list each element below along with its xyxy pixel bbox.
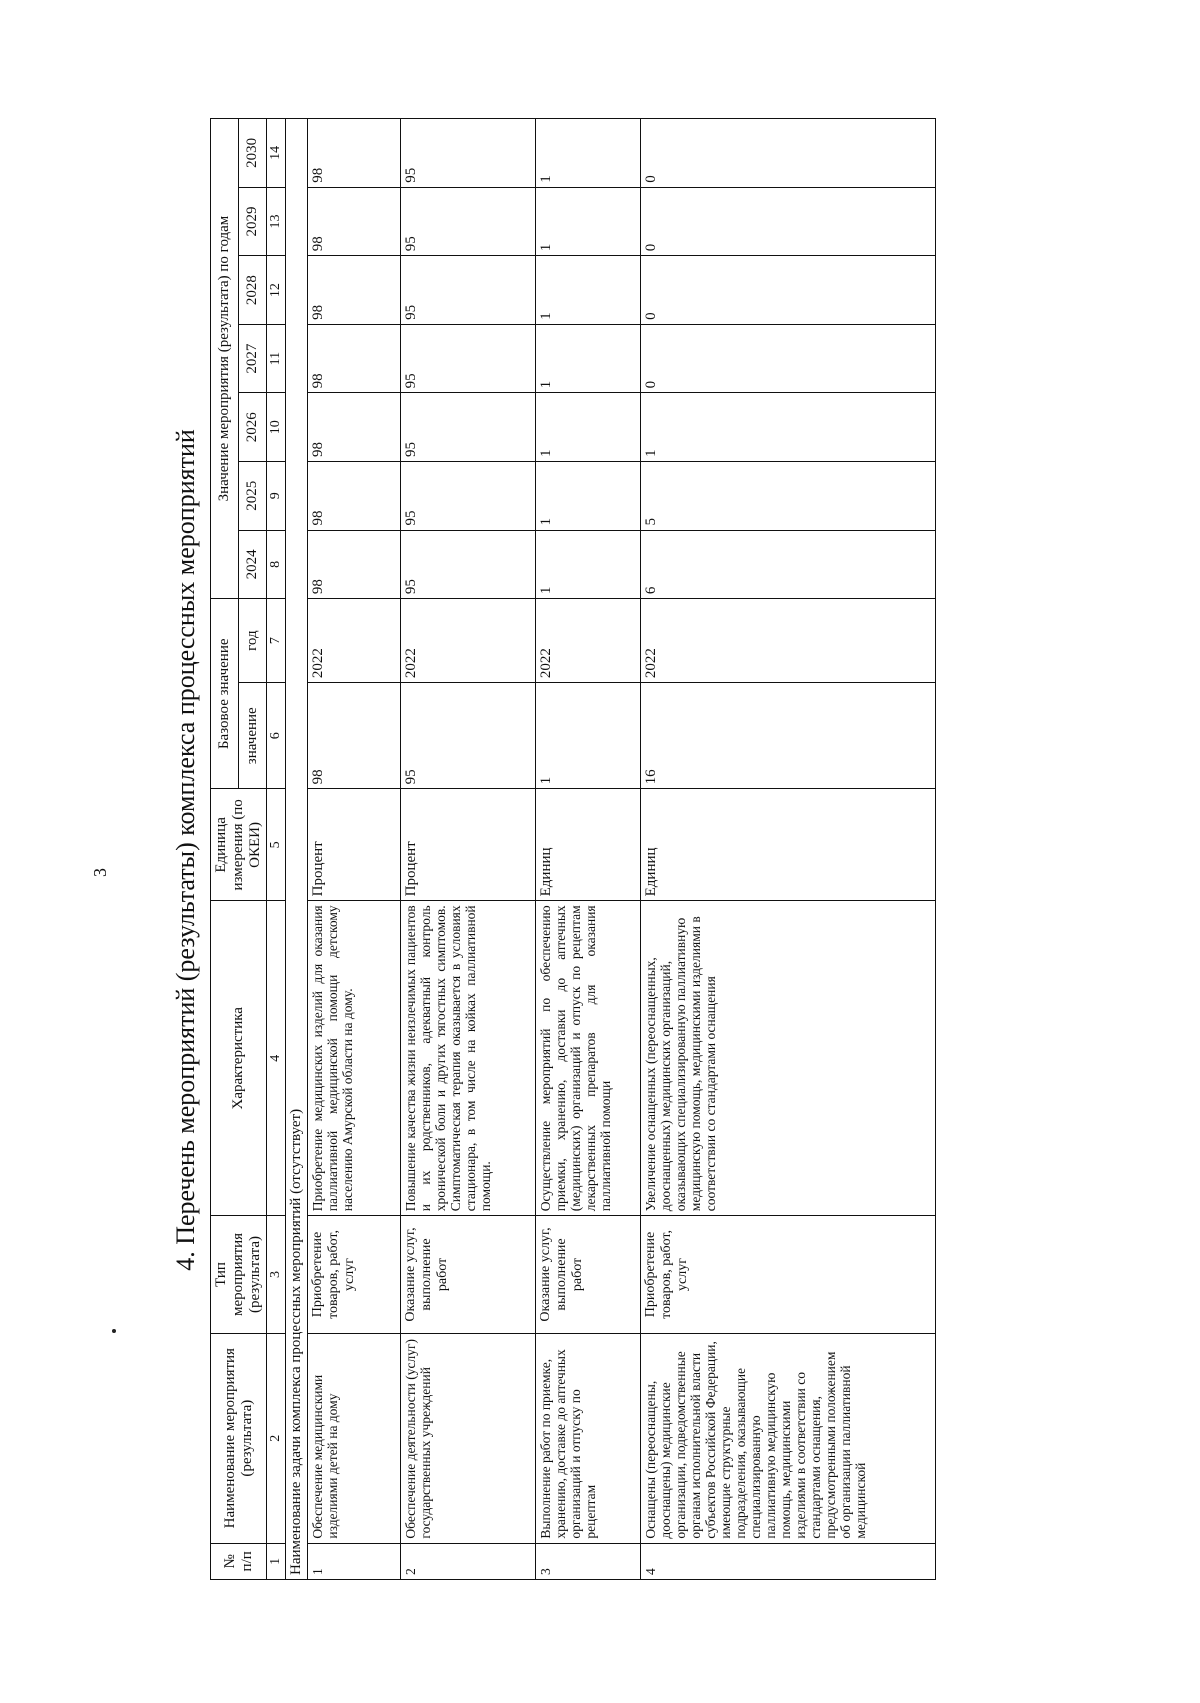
row-name: Оснащены (переоснащены, дооснащены) медицинские организации, подведомственные органам исполнительной власти субъектов Российской Федерации, имеющие структурные подразделения, оказывающие специализированную паллиативную медицинскую помощь, медицинскими изделиями в соответствии со стандартами оснащения, предусмотренными положением об организации паллиативной медицинской: [641, 1333, 936, 1543]
column-number: 4: [267, 901, 286, 1216]
row-num: 2: [401, 1543, 536, 1579]
row-unit: Процент: [308, 789, 401, 901]
row-value: 98: [308, 119, 401, 188]
column-number: 12: [267, 256, 286, 325]
row-characteristic: Повышение качества жизни неизлечимых пациентов и их родственников, адекватный контроль хронической боли и других тягостных симптомов. Симптоматическая терапия оказывается в условиях стационара, в том числе на койках паллиативной помощи.: [401, 901, 536, 1216]
row-value: 95: [401, 530, 536, 599]
row-value: 0: [641, 324, 936, 393]
header-year: 2030: [239, 119, 267, 188]
row-value: 5: [641, 461, 936, 530]
row-value: 0: [641, 256, 936, 325]
row-value: 95: [401, 324, 536, 393]
task-row: [286, 119, 308, 1580]
row-value: 98: [308, 393, 401, 462]
row-name: Выполнение работ по приемке, хранению, доставке до аптечных организаций и отпуску по рецептам: [536, 1333, 641, 1543]
header-characteristic: Характеристика: [211, 901, 267, 1216]
table-row: [401, 119, 536, 1580]
row-value: 98: [308, 324, 401, 393]
row-characteristic: Увеличение оснащенных (переоснащенных, дооснащенных) медицинских организаций, оказывающих специализированную паллиативную медицинскую помощь, медицинскими изделиями в соответствии со стандартами оснащения: [641, 901, 936, 1216]
column-number: 10: [267, 393, 286, 462]
row-value: 1: [536, 256, 641, 325]
header-year: 2026: [239, 393, 267, 462]
table-row: [536, 119, 641, 1580]
header-year: 2029: [239, 187, 267, 256]
column-number: 6: [267, 683, 286, 789]
rotated-sheet: [170, 90, 1170, 1610]
row-base-year: 2022: [641, 599, 936, 683]
row-num: 3: [536, 1543, 641, 1579]
header-year: 2027: [239, 324, 267, 393]
row-base-value: 95: [401, 683, 536, 789]
row-num: 4: [641, 1543, 936, 1579]
row-value: 95: [401, 256, 536, 325]
row-type: Оказание услуг, выполнение работ: [401, 1216, 536, 1334]
column-number-row: [267, 119, 286, 1580]
row-value: 98: [308, 530, 401, 599]
row-name: Обеспечение медицинскими изделиями детей на дому: [308, 1333, 401, 1543]
table-row: [308, 119, 401, 1580]
column-number: 8: [267, 530, 286, 599]
row-base-value: 16: [641, 683, 936, 789]
header-type: Тип мероприятия (результата): [211, 1216, 267, 1334]
column-number: 7: [267, 599, 286, 683]
row-type: Приобретение товаров, работ, услуг: [308, 1216, 401, 1334]
row-value: 1: [536, 393, 641, 462]
row-value: 98: [308, 187, 401, 256]
header-year: 2028: [239, 256, 267, 325]
header-year: 2025: [239, 461, 267, 530]
header-num: № п/п: [211, 1543, 267, 1579]
row-name: Обеспечение деятельности (услуг) государственных учреждений: [401, 1333, 536, 1543]
header-unit: Единица измерения (по ОКЕИ): [211, 789, 267, 901]
header-base-value: значение: [239, 683, 267, 789]
row-value: 95: [401, 119, 536, 188]
row-characteristic: Осуществление мероприятий по обеспечению приемки, хранению, доставки до аптечных (медицинских) организаций и отпуск по рецептам лекарственных препаратов для оказания паллиативной помощи: [536, 901, 641, 1216]
task-name: Наименование задачи комплекса процессных мероприятий (отсутствует): [286, 119, 308, 1580]
column-number: 3: [267, 1216, 286, 1334]
row-value: 1: [536, 461, 641, 530]
column-number: 13: [267, 187, 286, 256]
scan-dot: [112, 1329, 116, 1333]
row-base-year: 2022: [536, 599, 641, 683]
measures-table: [210, 118, 936, 1580]
row-value: 95: [401, 187, 536, 256]
column-number: 1: [267, 1543, 286, 1579]
row-num: 1: [308, 1543, 401, 1579]
row-base-value: 98: [308, 683, 401, 789]
row-value: 6: [641, 530, 936, 599]
row-value: 98: [308, 461, 401, 530]
row-value: 1: [641, 393, 936, 462]
header-year: 2024: [239, 530, 267, 599]
header-row-1: [211, 119, 239, 1580]
row-type: Приобретение товаров, работ, услуг: [641, 1216, 936, 1334]
column-number: 5: [267, 789, 286, 901]
row-value: 1: [536, 187, 641, 256]
table-frame: [210, 118, 936, 1580]
column-number: 2: [267, 1333, 286, 1543]
page-title: 4. Перечень мероприятий (результаты) комплекса процессных мероприятий: [171, 429, 200, 1271]
row-unit: Процент: [401, 789, 536, 901]
table-row: [641, 119, 936, 1580]
row-base-year: 2022: [401, 599, 536, 683]
row-value: 1: [536, 530, 641, 599]
header-base: Базовое значение: [211, 599, 239, 789]
row-value: 1: [536, 119, 641, 188]
page-number: 3: [90, 868, 110, 877]
header-base-year: год: [239, 599, 267, 683]
column-number: 14: [267, 119, 286, 188]
row-value: 0: [641, 187, 936, 256]
row-value: 95: [401, 461, 536, 530]
header-name: Наименование мероприятия (результата): [211, 1333, 267, 1543]
column-number: 11: [267, 324, 286, 393]
header-values-by-year: Значение мероприятия (результата) по годам: [211, 119, 239, 599]
row-base-year: 2022: [308, 599, 401, 683]
row-type: Оказание услуг, выполнение работ: [536, 1216, 641, 1334]
row-value: 0: [641, 119, 936, 188]
column-number: 9: [267, 461, 286, 530]
row-characteristic: Приобретение медицинских изделий для оказания паллиативной медицинской помощи детскому населению Амурской области на дому.: [308, 901, 401, 1216]
row-value: 1: [536, 324, 641, 393]
row-unit: Единиц: [641, 789, 936, 901]
row-value: 95: [401, 393, 536, 462]
row-base-value: 1: [536, 683, 641, 789]
row-unit: Единиц: [536, 789, 641, 901]
row-value: 98: [308, 256, 401, 325]
